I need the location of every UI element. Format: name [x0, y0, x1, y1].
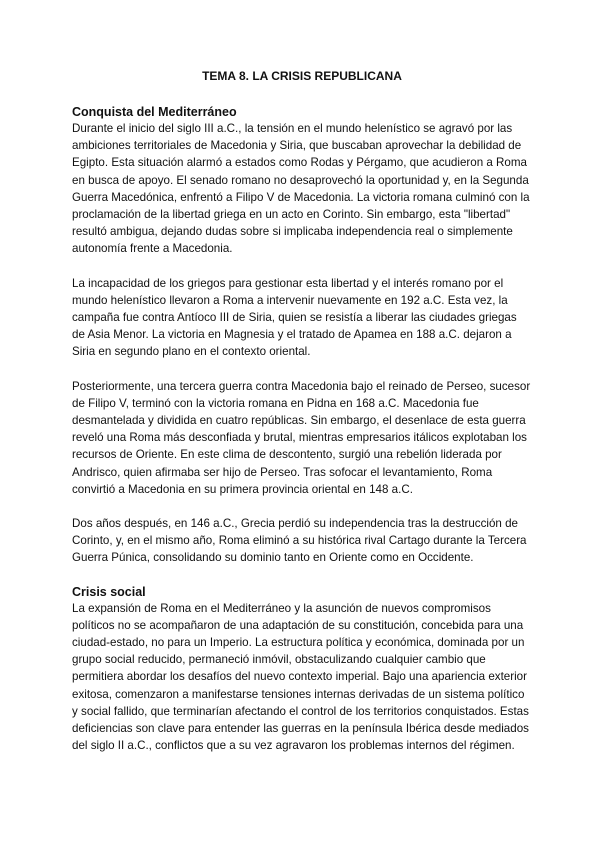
paragraph: La incapacidad de los griegos para gestionar esta libertad y el interés romano por el mundo helenístico llevaron a Roma a intervenir nuevamente en 192 a.C. Esta vez, la campaña fue contra Antíoco III de Siria, quien se resistía a liberar las ciudades griegas de Asia Menor. La victoria en Magnesia y el tratado de Apamea en 188 a.C. dejaron a Siria en segundo plano en el contexto oriental.	[72, 276, 517, 359]
section-crisis-social	[72, 584, 532, 755]
paragraph: Posteriormente, una tercera guerra contra Macedonia bajo el reinado de Perseo, sucesor de Filipo V, terminó con la victoria romana en Pidna en 168 a.C. Macedonia fue desmantelada y dividida en cuatro repúblicas. Sin embargo, el desenlace de esta guerra reveló una Roma más desconfiada y brutal, mientras empresarios itálicos explotaban los recursos de Oriente. En este clima de descontento, surgió una rebelión liderada por Andrisco, quien afirmaba ser hijo de Perseo. Tras sofocar el levantamiento, Roma convirtió a Macedonia en su primera provincia oriental en 148 a.C.	[72, 379, 531, 496]
section-conquista	[72, 104, 532, 567]
document-page	[72, 68, 532, 755]
section-spacer	[72, 567, 532, 584]
paragraph-spacer	[72, 361, 532, 378]
paragraph: La expansión de Roma en el Mediterráneo y la asunción de nuevos compromisos políticos no se acompañaron de una adaptación de su constitución, concebida para una ciudad-estado, no para un Imperio. La estructura política y económica, dominada por un grupo social reducido, permaneció inmóvil, obstaculizando cualquier cambio que permitiera abordar los desafíos del nuevo contexto imperial. Bajo una apariencia exterior exitosa, comenzaron a manifestarse tensiones internas derivadas de un sistema político y social fallido, que terminarían afectando el control de los territorios conquistados. Estas deficiencias son clave para entender las guerras en la península Ibérica desde mediados del siglo II a.C., conflictos que a su vez agravaron los problemas internos del régimen.	[72, 601, 529, 753]
paragraph: Durante el inicio del siglo III a.C., la tensión en el mundo helenístico se agravó por las ambiciones territoriales de Macedonia y Siria, que buscaban aprovechar la debilidad de Egipto. Esta situación alarmó a estados como Rodas y Pérgamo, que acudieron a Roma en busca de apoyo. El senado romano no desaprovechó la oportunidad y, en la Segunda Guerra Macedónica, enfrentó a Filipo V de Macedonia. La victoria romana culminó con la proclamación de la libertad griega en un acto en Corinto. Sin embargo, esta "libertad" resultó ambigua, dejando dudas sobre si implicaba independencia real o simplemente autonomía frente a Macedonia.	[72, 122, 530, 256]
page-title: TEMA 8. LA CRISIS REPUBLICANA	[202, 69, 402, 83]
paragraph-spacer	[72, 258, 532, 275]
section-heading: Crisis social	[72, 584, 146, 599]
section-heading: Conquista del Mediterráneo	[72, 105, 237, 119]
paragraph: Dos años después, en 146 a.C., Grecia perdió su independencia tras la destrucción de Corinto, y, en el mismo año, Roma eliminó a su histórica rival Cartago durante la Tercera Guerra Púnica, consolidando su dominio tanto en Oriente como en Occidente.	[72, 517, 527, 565]
paragraph-spacer	[72, 498, 532, 515]
